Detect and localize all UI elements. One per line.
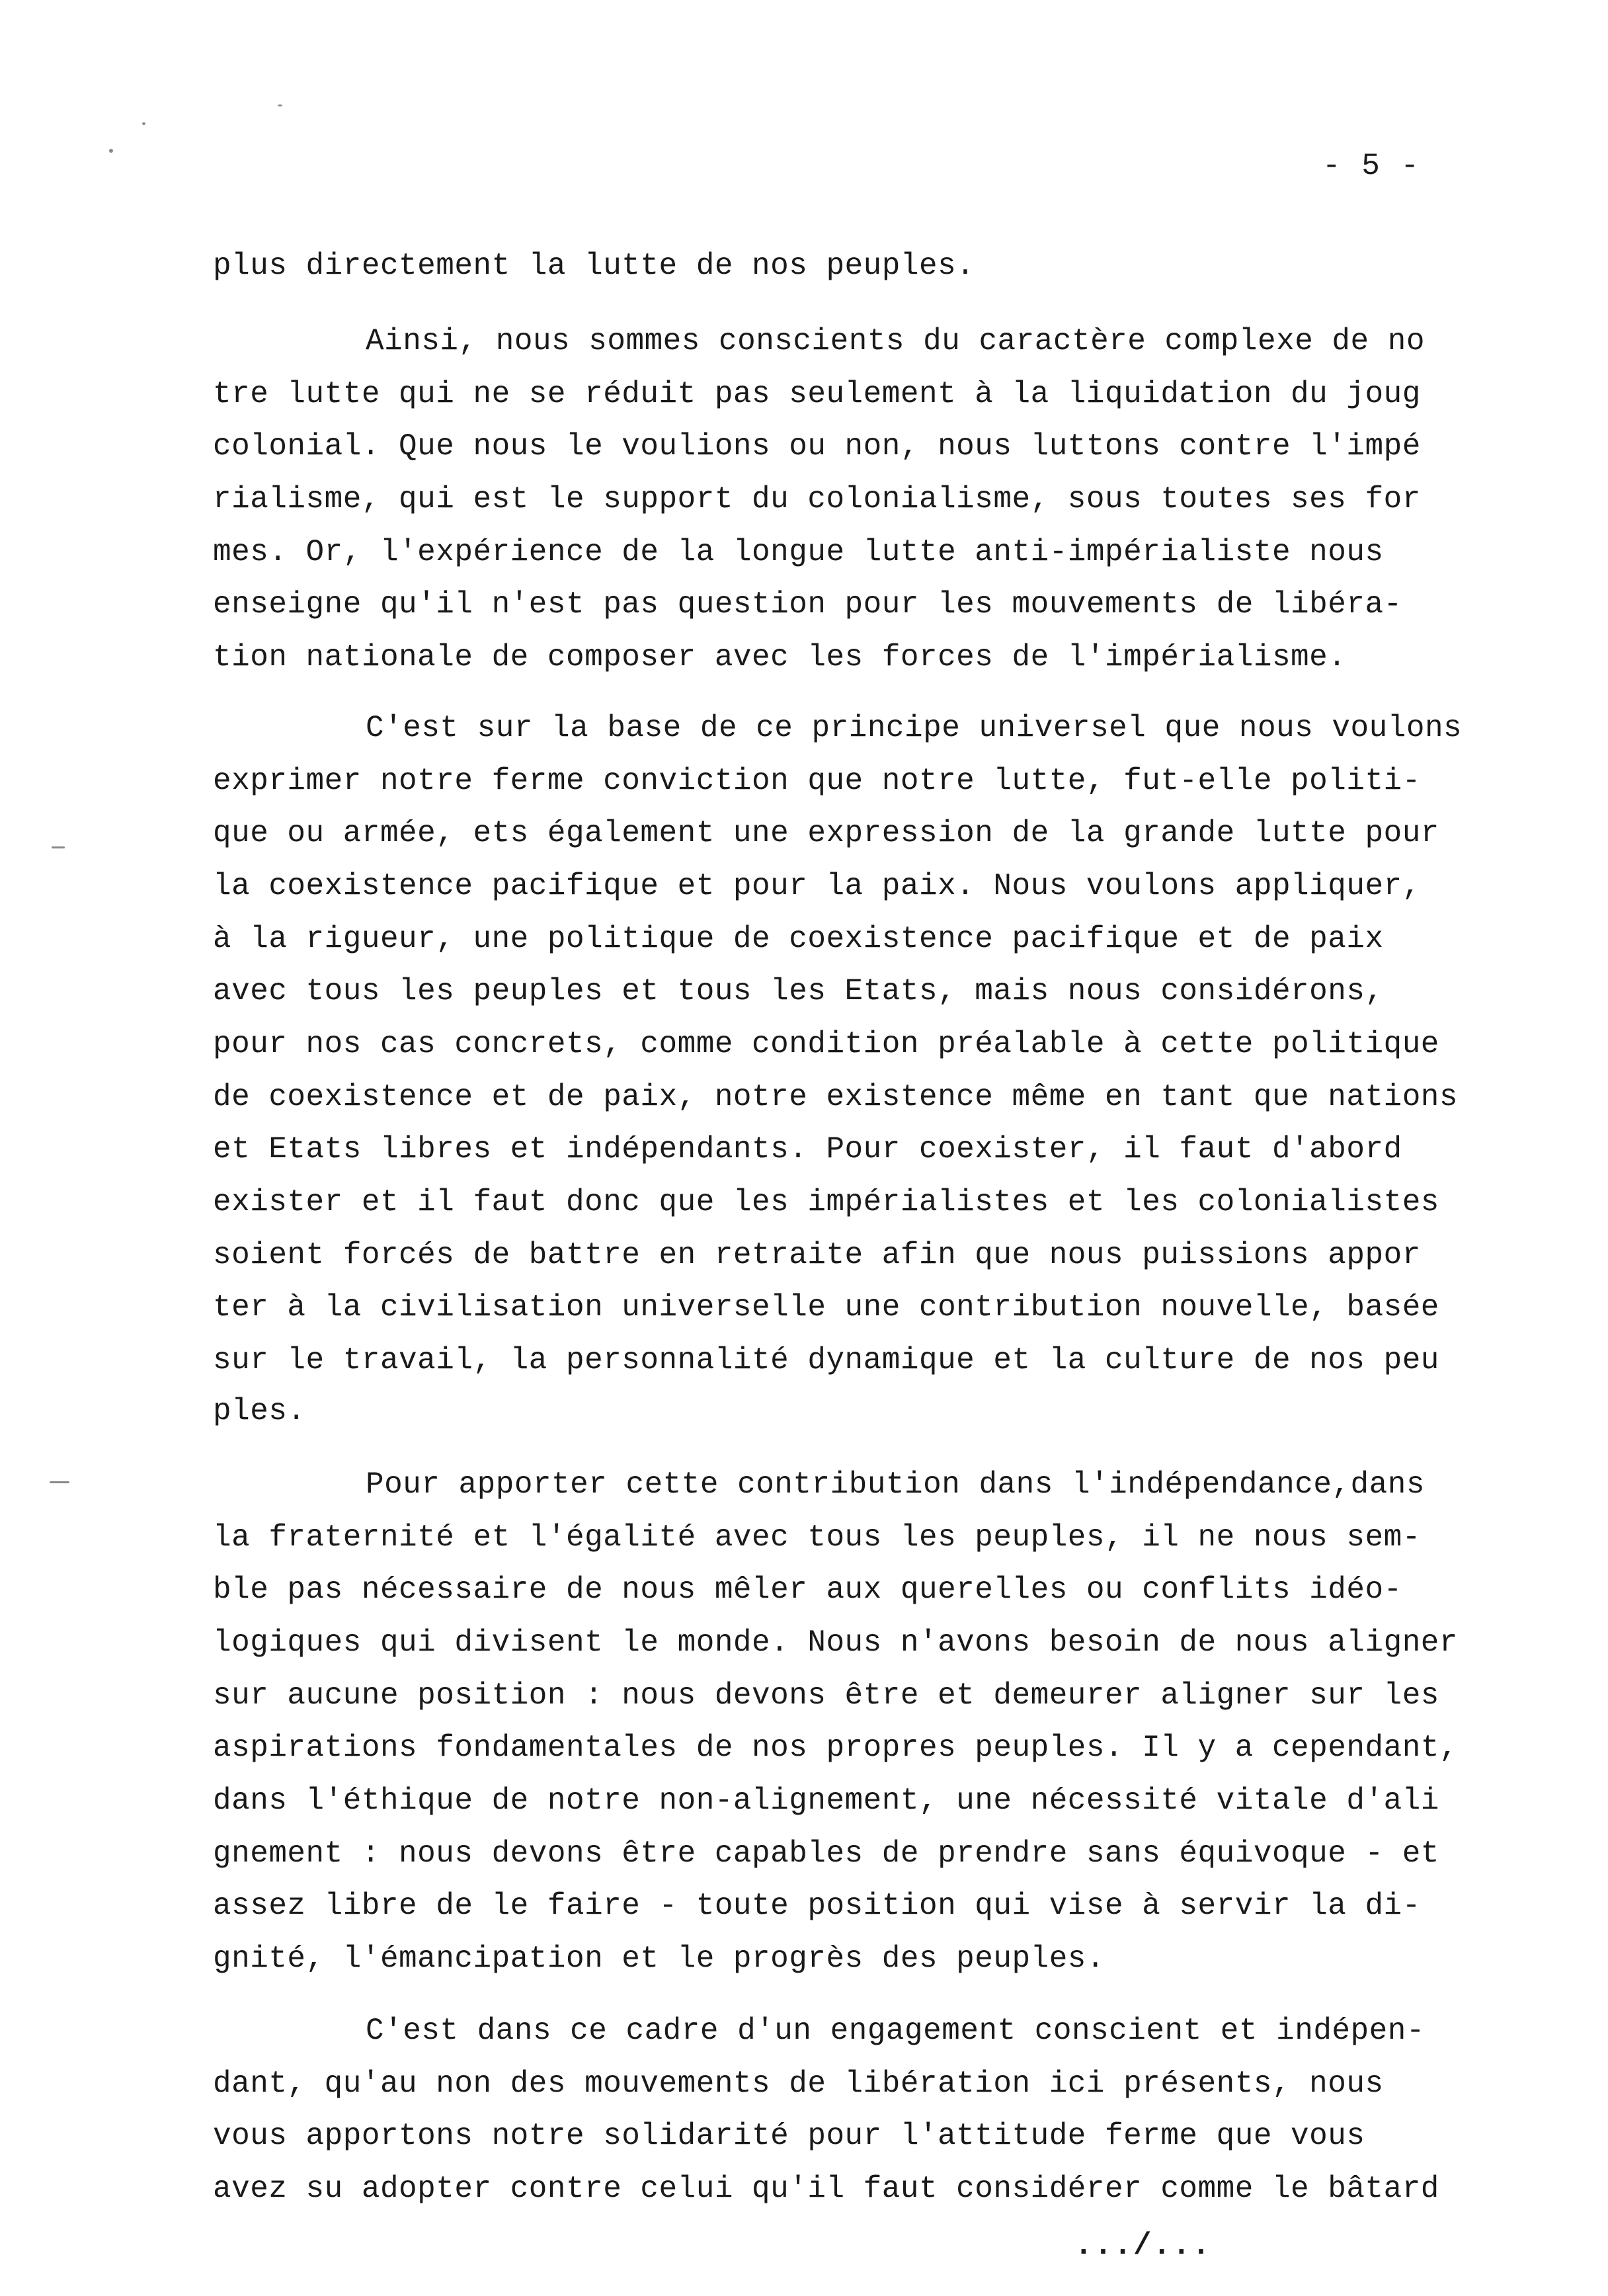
text-line: à la rigueur, une politique de coexistence pacifique et de paix xyxy=(213,922,1384,956)
text-line: sur le travail, la personnalité dynamique et la culture de nos peu xyxy=(213,1343,1439,1377)
text-line: rialisme, qui est le support du colonialisme, sous toutes ses for xyxy=(213,482,1421,516)
text-line: enseigne qu'il n'est pas question pour les mouvements de libéra- xyxy=(213,587,1402,622)
text-line: avec tous les peuples et tous les Etats, mais nous considérons, xyxy=(213,974,1384,1008)
text-line: exister et il faut donc que les impérialistes et les colonialistes xyxy=(213,1185,1439,1219)
continuation-mark: .../... xyxy=(1074,2229,1212,2263)
text-line: colonial. Que nous le voulions ou non, nous luttons contre l'impé xyxy=(213,429,1421,464)
text-line: plus directement la lutte de nos peuples. xyxy=(213,249,975,283)
scan-speck xyxy=(50,1481,69,1483)
text-line: aspirations fondamentales de nos propres peuples. Il y a cependant, xyxy=(213,1731,1459,1765)
text-line: C'est sur la base de ce principe universel que nous voulons xyxy=(366,711,1463,745)
text-line: tion nationale de composer avec les forces de l'impérialisme. xyxy=(213,640,1347,675)
text-line: Pour apporter cette contribution dans l'indépendance,dans xyxy=(366,1467,1425,1502)
text-line: la coexistence pacifique et pour la paix. Nous voulons appliquer, xyxy=(213,869,1421,903)
text-line: C'est dans ce cadre d'un engagement conscient et indépen- xyxy=(366,2014,1425,2048)
text-line: assez libre de le faire - toute position qui vise à servir la di- xyxy=(213,1889,1421,1923)
page-number: - 5 - xyxy=(1322,149,1421,183)
text-line: ter à la civilisation universelle une contribution nouvelle, basée xyxy=(213,1290,1439,1325)
text-line: ples. xyxy=(213,1394,306,1428)
text-line: logiques qui divisent le monde. Nous n'avons besoin de nous aligner xyxy=(213,1625,1459,1660)
scan-speck xyxy=(52,846,65,848)
text-line: vous apportons notre solidarité pour l'attitude ferme que vous xyxy=(213,2119,1365,2153)
text-line: et Etats libres et indépendants. Pour coexister, il faut d'abord xyxy=(213,1132,1402,1167)
text-line: dant, qu'au non des mouvements de libération ici présents, nous xyxy=(213,2067,1384,2101)
text-line: avez su adopter contre celui qu'il faut considérer comme le bâtard xyxy=(213,2172,1439,2206)
text-line: gnement : nous devons être capables de prendre sans équivoque - et xyxy=(213,1836,1439,1871)
text-line: ble pas nécessaire de nous mêler aux querelles ou conflits idéo- xyxy=(213,1573,1402,1607)
text-line: mes. Or, l'expérience de la longue lutte anti-impérialiste nous xyxy=(213,535,1384,569)
text-line: la fraternité et l'égalité avec tous les peuples, il ne nous sem- xyxy=(213,1520,1421,1555)
text-line: pour nos cas concrets, comme condition préalable à cette politique xyxy=(213,1027,1439,1061)
scan-speck xyxy=(109,149,113,153)
scan-speck xyxy=(278,104,282,106)
scan-speck xyxy=(142,122,145,125)
text-line: dans l'éthique de notre non-alignement, une nécessité vitale d'ali xyxy=(213,1784,1439,1818)
text-line: gnité, l'émancipation et le progrès des peuples. xyxy=(213,1942,1106,1976)
text-line: tre lutte qui ne se réduit pas seulement à la liquidation du joug xyxy=(213,377,1421,411)
text-line: de coexistence et de paix, notre existence même en tant que nations xyxy=(213,1080,1459,1114)
text-line: soient forcés de battre en retraite afin que nous puissions appor xyxy=(213,1238,1421,1272)
text-line: que ou armée, ets également une expression de la grande lutte pour xyxy=(213,816,1439,850)
text-line: Ainsi, nous sommes conscients du caractère complexe de no xyxy=(366,324,1425,358)
text-line: sur aucune position : nous devons être et demeurer aligner sur les xyxy=(213,1678,1439,1713)
text-line: exprimer notre ferme conviction que notre lutte, fut-elle politi- xyxy=(213,764,1421,798)
